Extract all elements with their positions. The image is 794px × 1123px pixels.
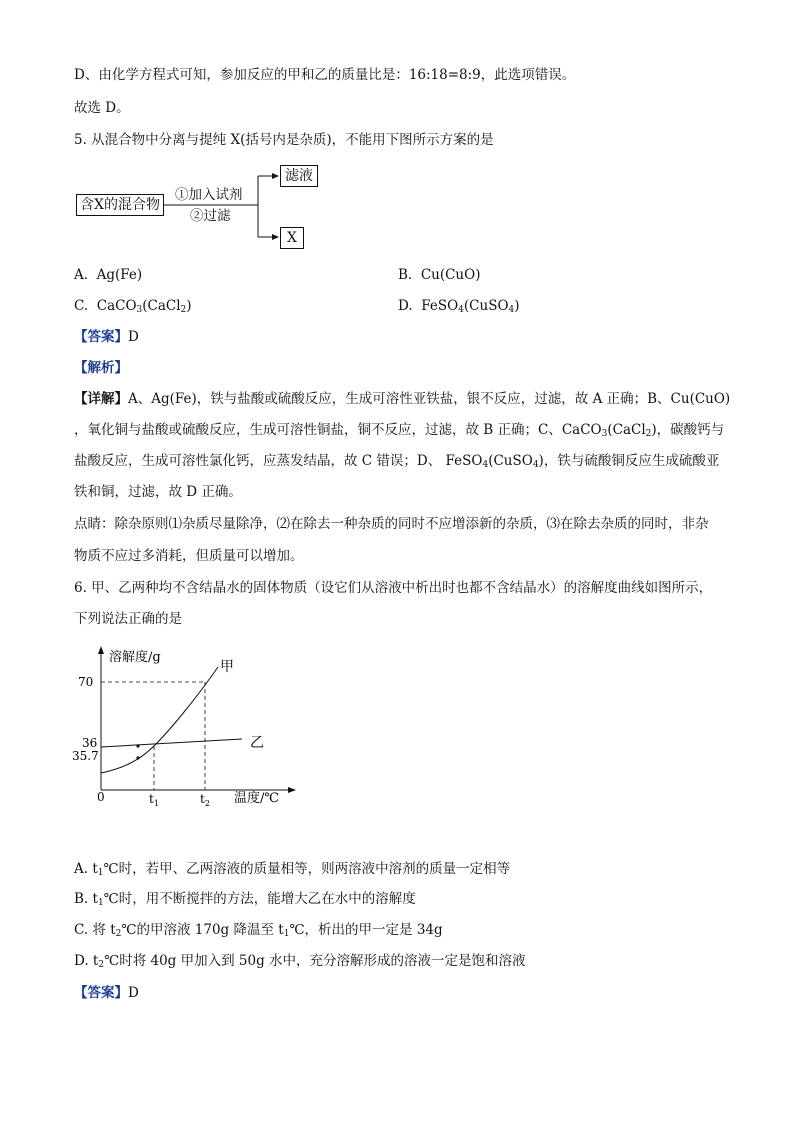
marker-yi: [136, 744, 139, 747]
q6-answer: 【答案】D: [74, 985, 139, 1001]
marker-jia: [136, 756, 139, 759]
q5-note-line1: 点睛：除杂原则⑴杂质尽量除净，⑵在除去一种杂质的同时不应增添新的杂质，⑶在除去杂质的同时，非杂: [74, 516, 709, 532]
q6-option-c: C. 将 $t_2℃$的甲溶液 170g 降温至 $t_1℃$，析出的甲一定是 34g: [74, 922, 443, 939]
q5-note-line2: 物质不应过多消耗，但质量可以增加。: [74, 548, 304, 564]
series-yi-label: 乙: [250, 735, 264, 751]
q6-option-a: A. $t_1℃$时，若甲、乙两溶液的质量相等，则两溶液中溶剂的质量一定相等: [74, 861, 511, 878]
q5-detail-line3: 盐酸反应，生成可溶性氯化钙，应蒸发结晶，故 C 错误；D、 FeSO$_4$(CuSO$_4$)，铁与硫酸铜反应生成硫酸亚: [74, 453, 720, 470]
q5-detail-line1: 【详解】A、Ag(Fe)，铁与盐酸或硫酸反应，生成可溶性亚铁盐，银不反应，过滤，故 A 正确；B、Cu(CuO): [74, 391, 731, 407]
q6-option-d: D. $t_2℃$时将 40g 甲加入到 50g 水中，充分溶解形成的溶液一定是饱和溶液: [74, 953, 526, 970]
q6-stem-line2: 下列说法正确的是: [74, 611, 182, 627]
flow-product-box: X: [280, 227, 304, 249]
q5-analysis-tag: 【解析】: [74, 360, 128, 376]
curve-jia: [101, 667, 218, 773]
q5-option-b: B. Cu(CuO): [398, 267, 481, 283]
tick-y-35-7: 35.7: [72, 749, 99, 763]
flow-step2-label: ②过滤: [190, 208, 231, 224]
x-axis-arrow: [288, 787, 296, 793]
series-jia-label: 甲: [220, 659, 234, 675]
prev-option-d-line: D、由化学方程式可知，参加反应的甲和乙的质量比是：16:18=8:9，此选项错误。: [74, 67, 576, 83]
tick-x-origin: 0: [97, 790, 105, 804]
tick-y-70: 70: [78, 675, 94, 689]
y-axis-label: 溶解度/g: [109, 650, 161, 665]
tick-x-t1: $t_1$: [149, 792, 159, 808]
tick-x-t2: $t_2$: [200, 792, 210, 808]
prev-conclusion: 故选 D。: [74, 100, 130, 116]
q5-answer: 【答案】D: [74, 329, 139, 345]
y-axis-arrow: [98, 646, 104, 654]
q6-option-b: B. $t_1℃$时，用不断搅拌的方法，能增大乙在水中的溶解度: [74, 891, 416, 908]
tick-y-36: 36: [82, 736, 98, 750]
q5-detail-line4: 铁和铜，过滤，故 D 正确。: [74, 484, 242, 500]
q5-option-a: A. Ag(Fe): [74, 267, 143, 283]
solubility-chart: [60, 640, 320, 820]
q5-option-c: C. CaCO$_3$(CaCl$_2$): [74, 298, 192, 315]
flow-step1-label: ①加入试剂: [175, 187, 243, 203]
curve-yi: [101, 739, 242, 747]
flow-arrows: [0, 0, 794, 260]
x-axis-label: 温度/℃: [234, 791, 279, 806]
q5-option-d: D. FeSO$_4$(CuSO$_4$): [398, 298, 520, 315]
q5-stem: 5. 从混合物中分离与提纯 X(括号内是杂质)，不能用下图所示方案的是: [74, 132, 494, 148]
flow-filtrate-box: 滤液: [280, 165, 318, 187]
flow-mixture-box: 含X的混合物: [76, 194, 164, 216]
q6-stem-line1: 6. 甲、乙两种均不含结晶水的固体物质（设它们从溶液中析出时也都不含结晶水）的溶解度曲线如图所示，: [74, 580, 713, 596]
q5-detail-line2: ，氧化铜与盐酸或硫酸反应，生成可溶性铜盐，铜不反应，过滤，故 B 正确；C、CaCO$_3$(CaCl$_2$)，碳酸钙与: [74, 422, 725, 439]
